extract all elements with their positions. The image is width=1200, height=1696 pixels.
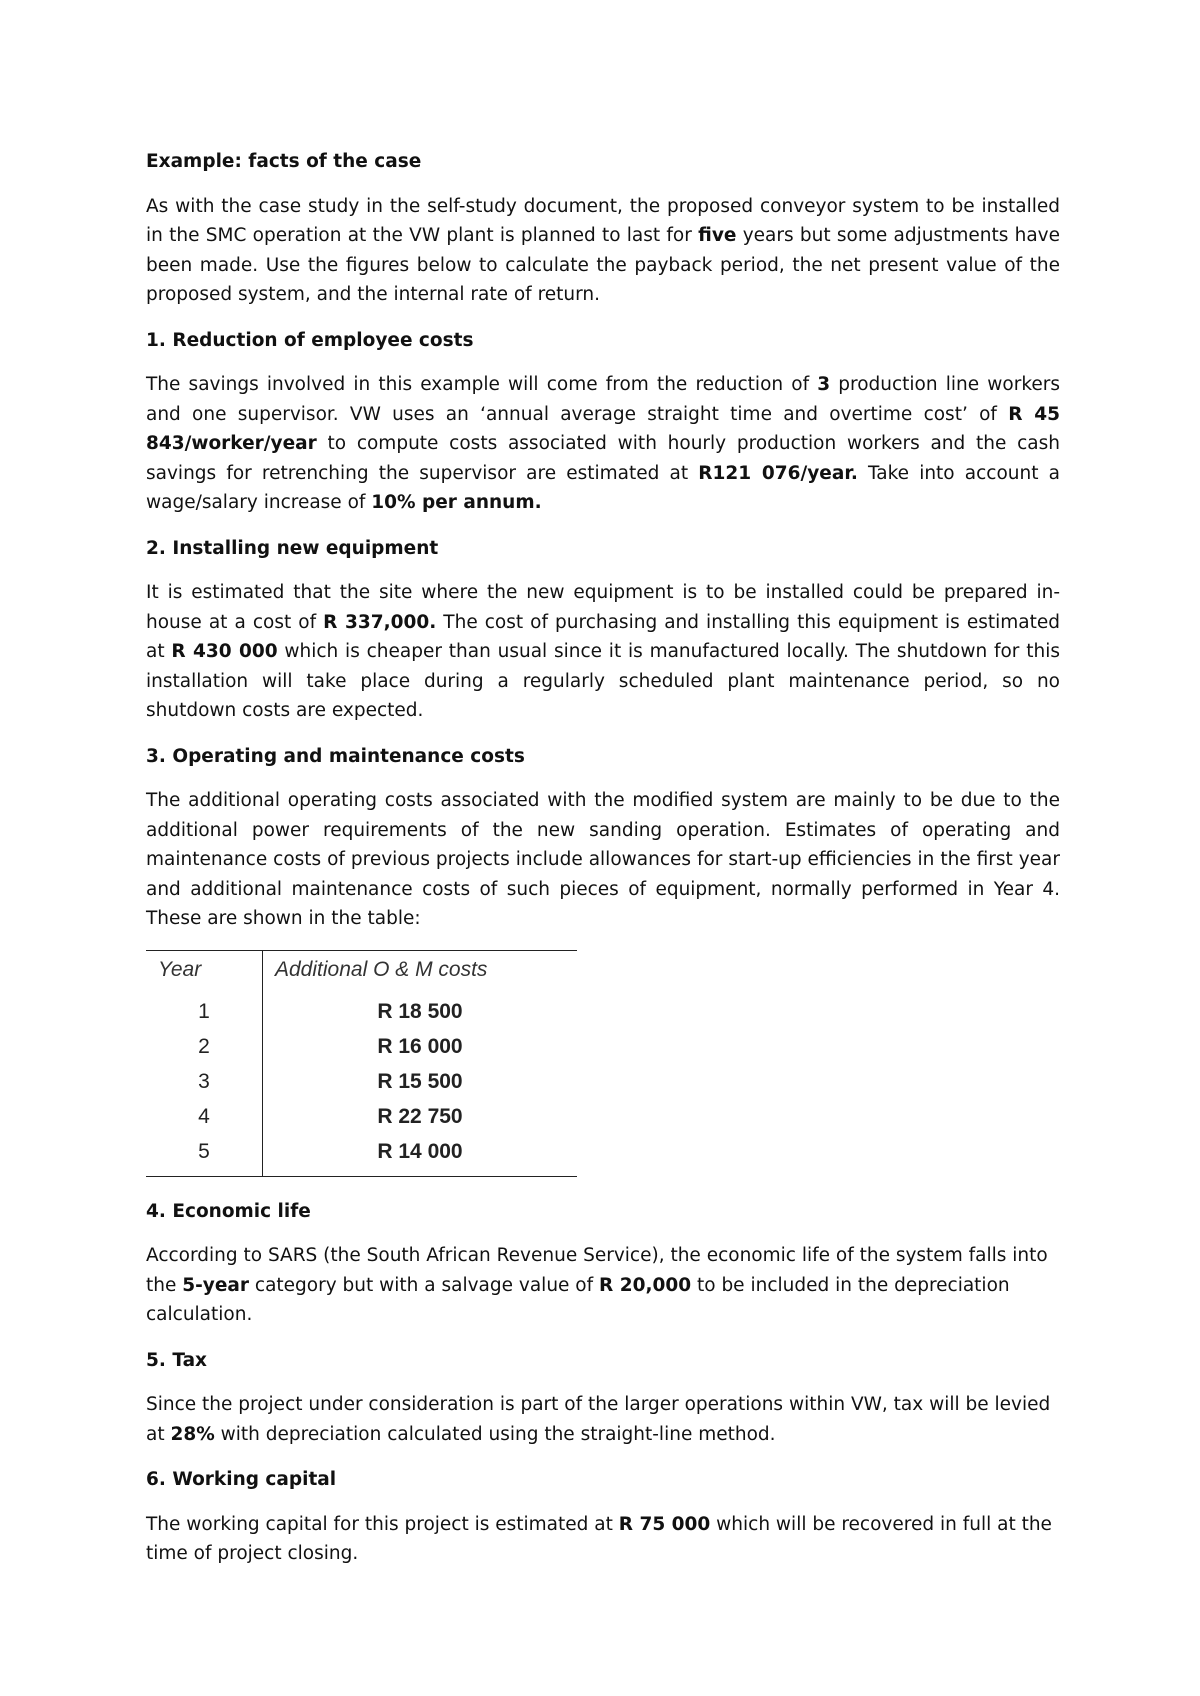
- om-costs-table-frame: [146, 950, 577, 1177]
- bold-run: R 75 000: [618, 1513, 711, 1535]
- section-body-employee-costs: The savings involved in this example will come from the reduction of 3 production line workers and one supervisor. VW uses an ‘annual average straight time and overtime cost’ of R 45 843/worker/year to compute costs associated with hourly production workers and the cash savings for retrenching the supervisor are estimated at R121 076/year. Take into account a wage/salary increase of 10% per annum.: [146, 374, 1060, 513]
- section-body-working-capital: The working capital for this project is estimated at R 75 000 which will be recovered in full at the time of project closing.: [146, 1513, 1052, 1564]
- bold-run: 28%: [170, 1423, 215, 1445]
- bold-run: R121 076/year.: [698, 462, 858, 484]
- table-cell-cost: R 18 500: [377, 1000, 463, 1023]
- section-heading-om-costs: 3. Operating and maintenance costs: [146, 745, 525, 767]
- bold-run: 10% per annum.: [371, 492, 542, 513]
- section-body-om-costs: The additional operating costs associated with the modified system are mainly to be due to the additional power requirements of the new sanding operation. Estimates of operating and maintenance costs of previous projects include allowances for start-up efficiencies in the first year and additional maintenance costs of such pieces of equipment, normally performed in Year 4. These are shown in the table:: [146, 790, 1060, 929]
- section-heading-employee-costs: 1. Reduction of employee costs: [146, 329, 474, 351]
- bold-run: 5-year: [182, 1274, 250, 1296]
- bold-run: five: [698, 225, 737, 246]
- section-body-economic-life: According to SARS (the South African Revenue Service), the economic life of the system falls into the 5-year category but with a salvage value of R 20,000 to be included in the depreciation calculation.: [146, 1245, 1048, 1325]
- section-heading-tax: 5. Tax: [146, 1349, 207, 1371]
- table-cell-year: 1: [146, 989, 263, 1030]
- table-header-year: Year: [146, 951, 263, 989]
- table-cell-year: 4: [146, 1100, 263, 1135]
- bold-run: 3: [817, 374, 831, 395]
- section-body-tax: Since the project under consideration is part of the larger operations within VW, tax will be levied at 28% with depreciation calculated using the straight-line method.: [146, 1394, 1051, 1445]
- section-heading-economic-life: 4. Economic life: [146, 1200, 311, 1222]
- section-heading-working-capital: 6. Working capital: [146, 1469, 337, 1490]
- section-heading-new-equipment: 2. Installing new equipment: [146, 537, 439, 559]
- bold-run: R 430 000: [171, 641, 278, 662]
- table-cell-cost: R 14 000: [377, 1140, 463, 1163]
- table-header-om-costs: Additional O & M costs: [275, 957, 488, 981]
- table-cell-year: 3: [146, 1065, 263, 1100]
- bold-run: R 20,000: [599, 1274, 692, 1296]
- section-body-new-equipment: It is estimated that the site where the new equipment is to be installed could be prepared in-house at a cost of R 337,000. The cost of purchasing and installing this equipment is estimated at R 430 000 which is cheaper than usual since it is manufactured locally. The shutdown for this installation will take place during a regularly scheduled plant maintenance period, so no shutdown costs are expected.: [146, 582, 1060, 721]
- table-header-row: [146, 951, 577, 989]
- table-row: [146, 1135, 577, 1176]
- table-cell-year: 5: [146, 1135, 263, 1176]
- table-row: [146, 989, 577, 1030]
- bold-run: R 337,000.: [323, 611, 437, 633]
- table-cell-year: 2: [146, 1030, 263, 1065]
- table-row: [146, 1030, 577, 1065]
- table-row: [146, 1100, 577, 1135]
- document-title: Example: facts of the case: [146, 151, 422, 172]
- bold-run: R 45 843/worker/year: [146, 403, 1060, 454]
- table-cell-cost: R 16 000: [377, 1035, 463, 1058]
- table-row: [146, 1065, 577, 1100]
- om-costs-table: [146, 951, 577, 1176]
- table-cell-cost: R 22 750: [377, 1105, 463, 1128]
- table-cell-cost: R 15 500: [377, 1070, 463, 1093]
- intro-paragraph: As with the case study in the self-study document, the proposed conveyor system to be installed in the SMC operation at the VW plant is planned to last for five years but some adjustments have been made. Use the figures below to calculate the payback period, the net present value of the proposed system, and the internal rate of return.: [146, 195, 1060, 305]
